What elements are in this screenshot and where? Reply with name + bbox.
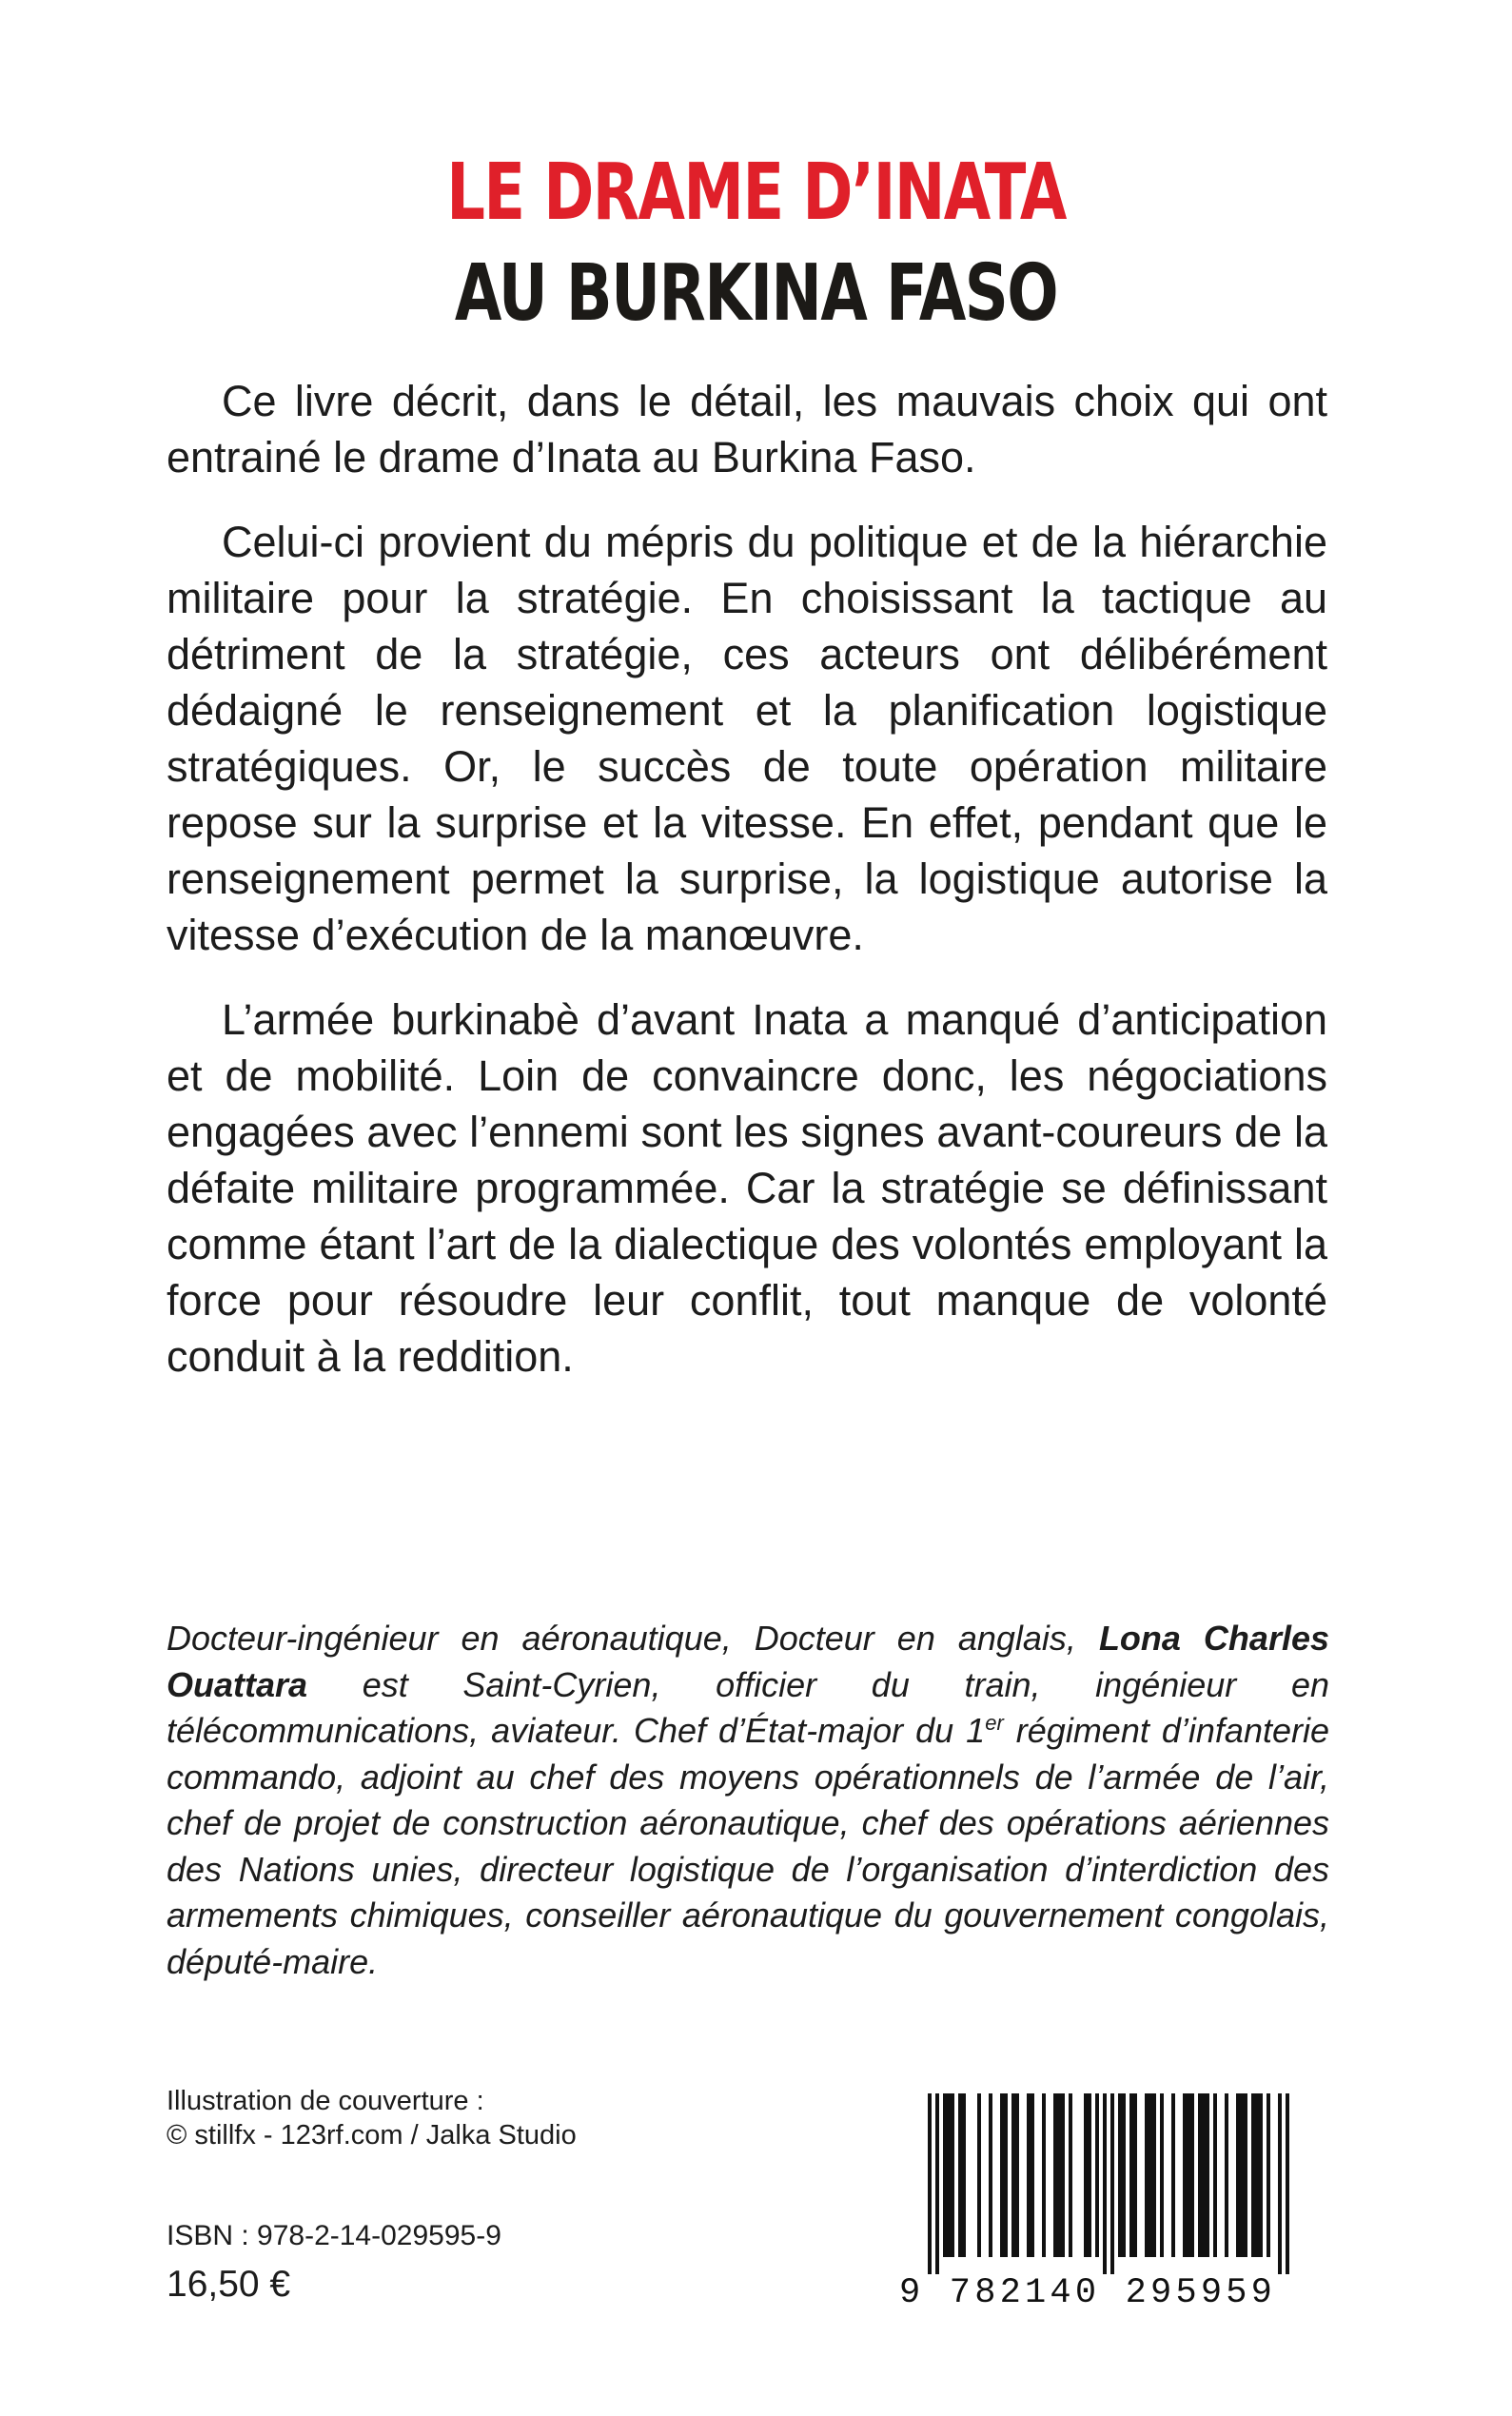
barcode-bar-22 xyxy=(1198,2093,1209,2257)
barcode-bar-17 xyxy=(1129,2093,1137,2257)
barcode-bar-4 xyxy=(977,2093,981,2257)
barcode-bar-7 xyxy=(1011,2093,1019,2257)
barcode-bar-9 xyxy=(1042,2093,1046,2257)
bio-part-2: est Saint-Cyrien, officier du train, ingénieur en télécommunications, aviateur. Chef d’État-major du 1 xyxy=(167,1664,1329,1750)
title-line-2: AU BURKINA FASO xyxy=(454,248,1058,339)
illustration-credits xyxy=(167,2084,577,2152)
barcode-bar-11 xyxy=(1069,2093,1072,2257)
barcode-bar-2 xyxy=(943,2093,954,2257)
barcode-bars xyxy=(899,2093,1327,2274)
author-bio xyxy=(167,1616,1329,1985)
barcode-bar-24 xyxy=(1225,2093,1228,2257)
barcode-bar-10 xyxy=(1053,2093,1065,2257)
barcode-bar-16 xyxy=(1118,2093,1126,2257)
barcode xyxy=(899,2093,1327,2317)
barcode-bar-29 xyxy=(1286,2093,1289,2274)
barcode-bar-0 xyxy=(928,2093,932,2274)
blurb-paragraph-2: Celui-ci provient du mépris du politique et de la hiérarchie militaire pour la stratégie. En choisissant la tactique au détriment de la stratégie, ces acteurs ont délibérément dédaigné le renseignement et la planification logistique stratégiques. Or, le succès de toute opération militaire repose sur la surprise et la vitesse. En effet, pendant que le renseignement permet la surprise, la logistique autorise la vitesse d’exécution de la manœuvre. xyxy=(167,518,1327,959)
barcode-bar-6 xyxy=(1000,2093,1008,2257)
credits-line-2: © stillfx - 123rf.com / Jalka Studio xyxy=(167,2120,577,2151)
barcode-bar-19 xyxy=(1160,2093,1164,2257)
bio-intro: Docteur-ingénieur en aéronautique, Docteur en anglais, xyxy=(167,1619,1099,1658)
blurb-paragraph-1: Ce livre décrit, dans le détail, les mauvais choix qui ont entrainé le drame d’Inata au Burkina Faso. xyxy=(167,377,1327,481)
barcode-bar-3 xyxy=(958,2093,966,2257)
barcode-bar-14 xyxy=(1103,2093,1107,2274)
book-title xyxy=(0,143,1512,344)
bio-superscript: er xyxy=(985,1711,1004,1735)
isbn-number: ISBN : 978-2-14-029595-9 xyxy=(167,2220,501,2251)
price: 16,50 € xyxy=(167,2264,291,2305)
barcode-bar-15 xyxy=(1110,2093,1114,2274)
credits-line-1: Illustration de couverture : xyxy=(167,2086,484,2116)
blurb-paragraph-3: L’armée burkinabè d’avant Inata a manqué d’anticipation et de mobilité. Loin de convaincre donc, les négociations engagées avec l’ennemi sont les signes avant-coureurs de la défaite militaire programmée. Car la stratégie se définissant comme étant l’art de la dialectique des volontés employant la force pour résoudre leur conflit, tout manque de volonté conduit à la reddition. xyxy=(167,995,1327,1381)
title-line-1: LE DRAME D’INATA xyxy=(446,147,1066,238)
barcode-bar-18 xyxy=(1145,2093,1156,2257)
barcode-bar-20 xyxy=(1171,2093,1175,2257)
barcode-bar-26 xyxy=(1251,2093,1263,2257)
author-name: Lona Charles Ouattara xyxy=(167,1619,1329,1704)
barcode-bar-27 xyxy=(1267,2093,1270,2257)
barcode-bar-13 xyxy=(1095,2093,1099,2257)
barcode-digits: 9 782140 295959 xyxy=(899,2273,1277,2313)
barcode-bar-25 xyxy=(1236,2093,1247,2257)
barcode-bar-28 xyxy=(1278,2093,1282,2274)
barcode-bar-23 xyxy=(1213,2093,1217,2257)
barcode-bar-21 xyxy=(1183,2093,1194,2257)
barcode-bar-1 xyxy=(935,2093,939,2274)
back-cover-blurb xyxy=(167,373,1327,1413)
barcode-bar-12 xyxy=(1084,2093,1091,2257)
bio-part-3: régiment d’infanterie commando, adjoint au chef des moyens opérationnels de l’armée de l’air, chef de projet de construction aéronautique, chef des opérations aériennes des Nations unies, directeur logistique de l’organisation d’interdiction des armements chimiques, conseiller aéronautique du gouvernement congolais, député-maire. xyxy=(167,1711,1329,1981)
barcode-bar-5 xyxy=(989,2093,992,2257)
barcode-bar-8 xyxy=(1027,2093,1034,2257)
